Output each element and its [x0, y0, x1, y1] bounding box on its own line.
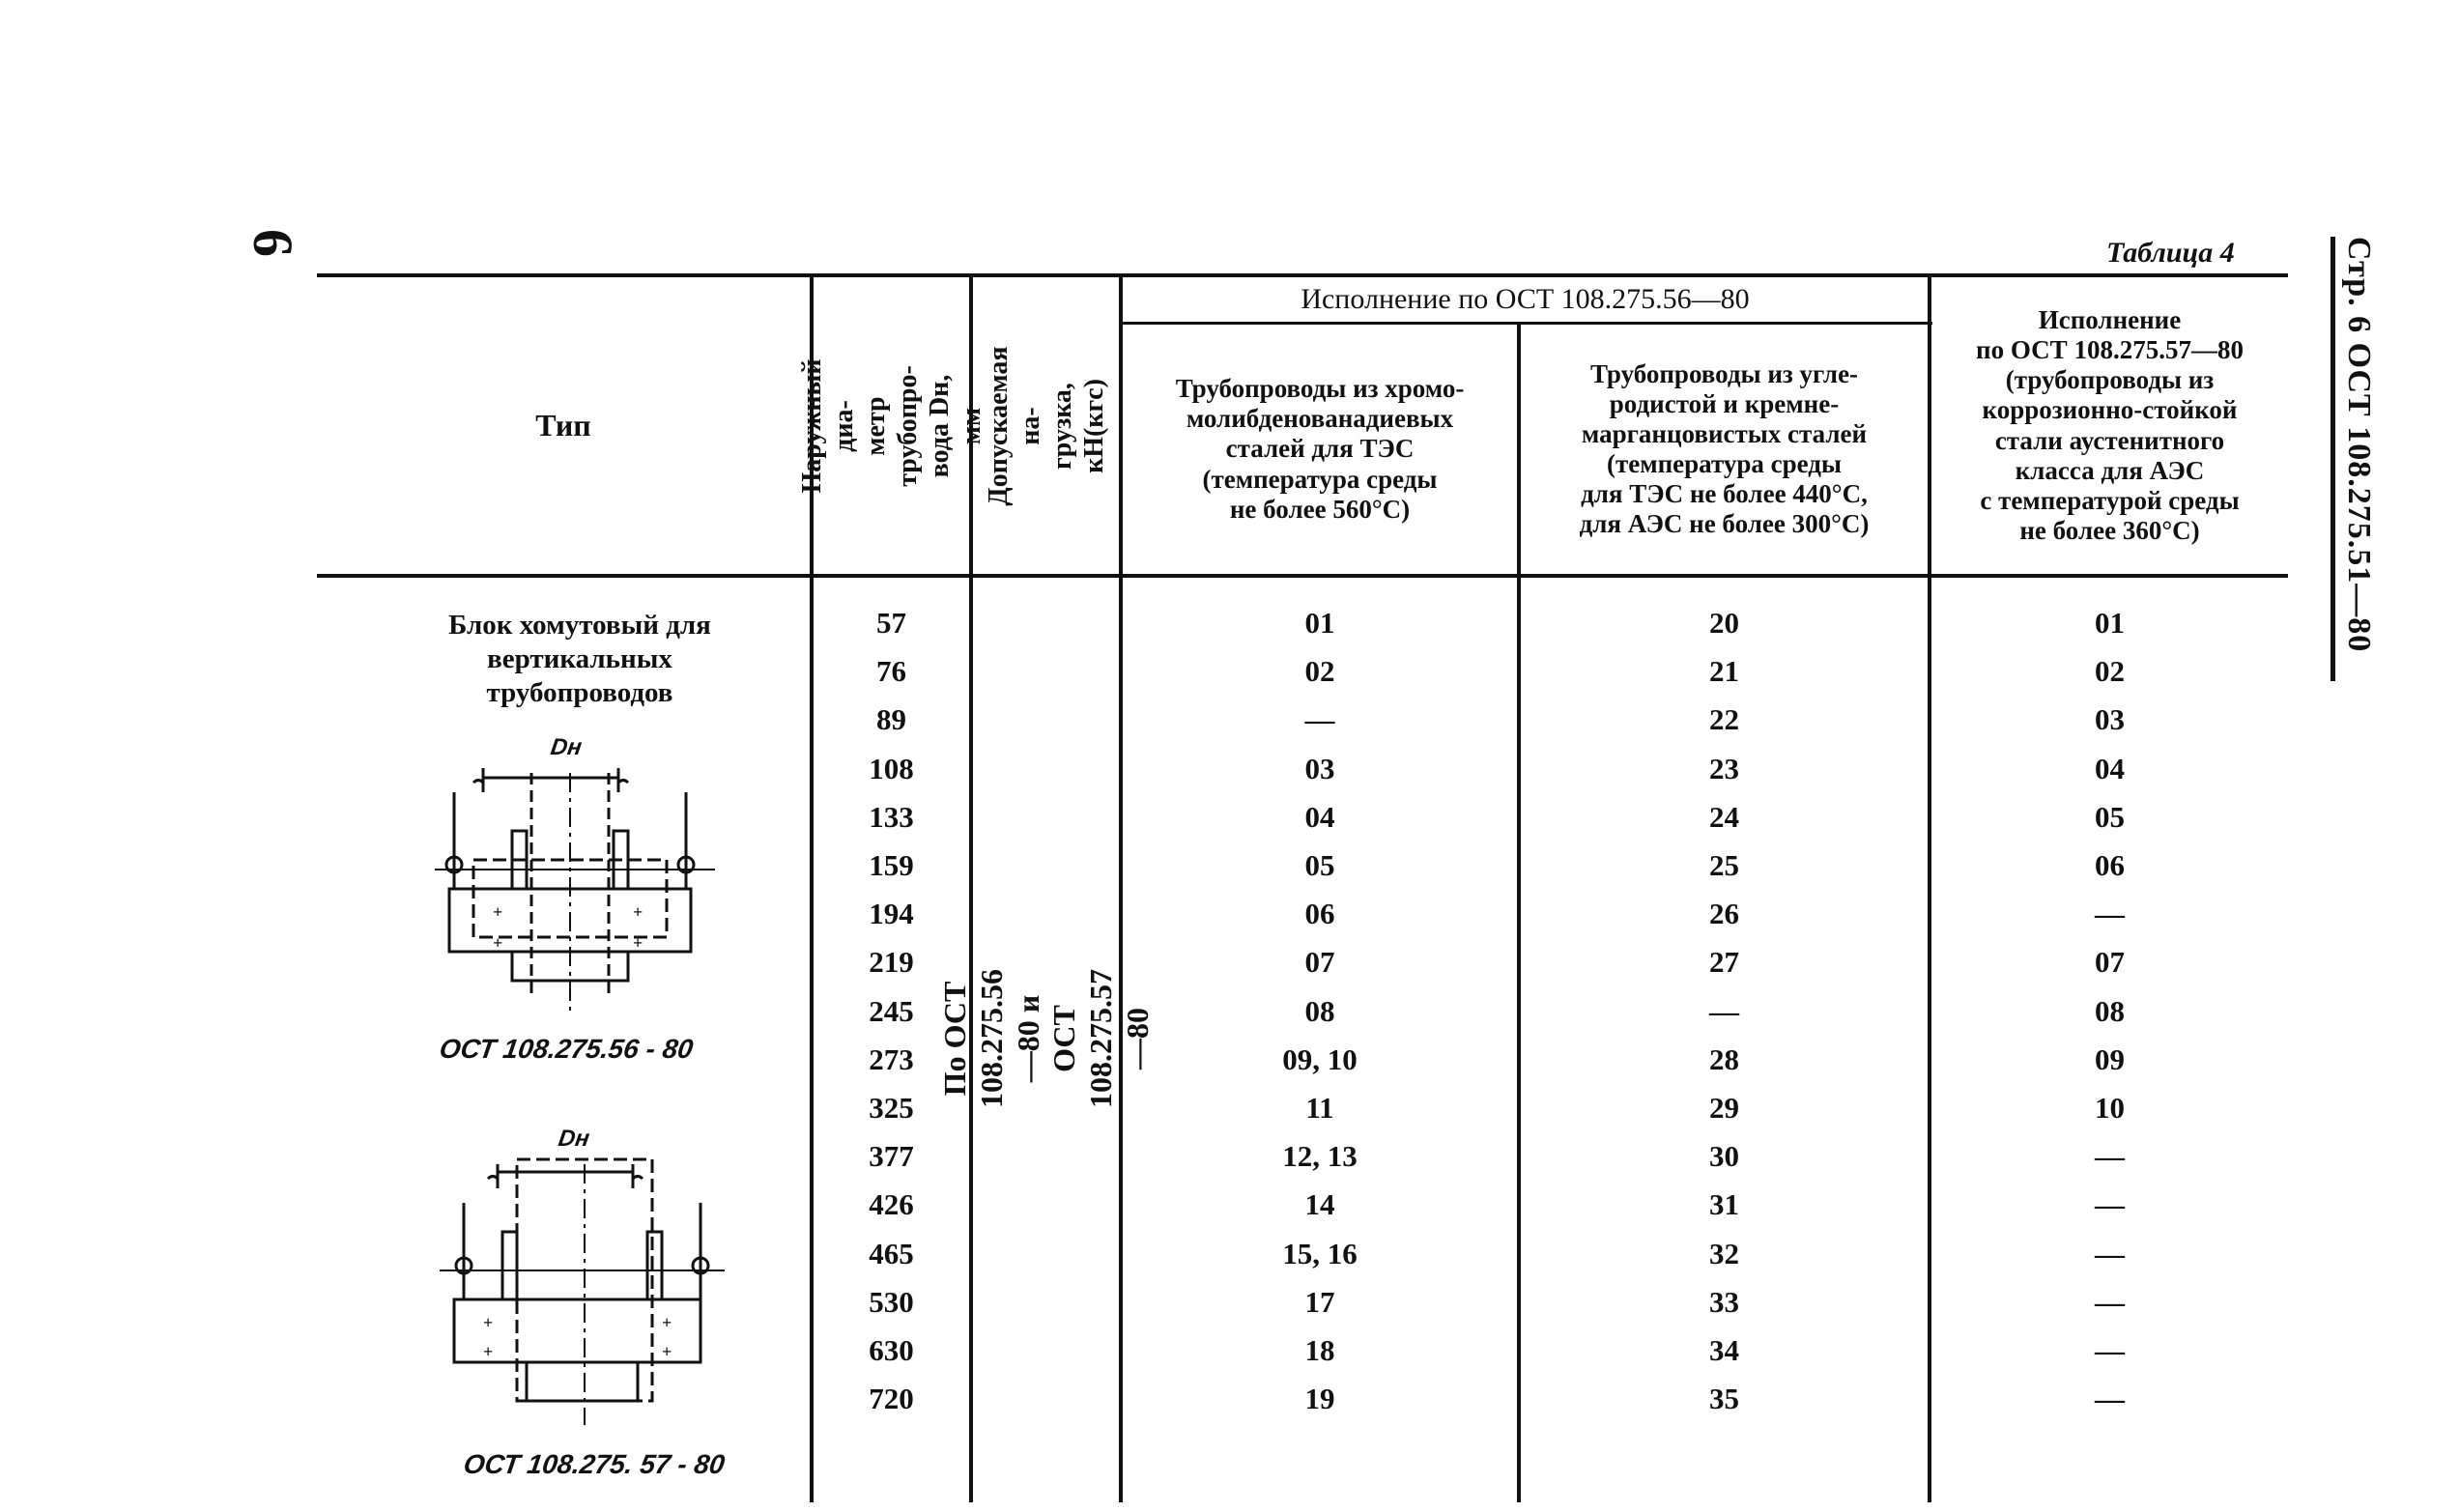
header-ost56-chromo: Трубопроводы из хромо- молибденованадиевых сталей для ТЭС (температура среды не более 560°С) [1175, 374, 1465, 524]
diameter-cell: 245 [869, 993, 914, 1028]
header-load: Допускаемая на- грузка, кН(кгс) [983, 345, 1109, 506]
diameter-cell: 630 [869, 1333, 914, 1367]
header-ost56-group: Исполнение по ОСТ 108.275.56—80 [1301, 282, 1750, 315]
fig1-label: ОСТ 108.275.56 - 80 [437, 1034, 696, 1064]
diameter-cell: 89 [876, 702, 906, 737]
diameter-cell: 194 [869, 897, 914, 931]
ost57-cell: 07 [2095, 945, 2125, 980]
ost56-carbon-cell: 34 [1709, 1333, 1739, 1367]
svg-text:+: + [493, 933, 503, 953]
ost56-chromo-cell: 08 [1304, 993, 1335, 1028]
ost56-chromo-cell: 18 [1304, 1333, 1335, 1367]
ost57-cell: — [2095, 1333, 2125, 1367]
ost57-cell: 03 [2095, 702, 2125, 737]
ost56-carbon-cell: 28 [1709, 1041, 1739, 1076]
diameter-cell: 377 [869, 1139, 914, 1174]
ost56-chromo-cell: 07 [1304, 945, 1335, 980]
ost57-cell: — [2095, 1187, 2125, 1222]
header-ost56-carbon: Трубопроводы из угле- родистой и кремне- марганцовистых сталей (температура среды для ТЭС не более 440°С, для АЭС не более 300°С) [1579, 358, 1870, 539]
side-header [2314, 237, 2401, 681]
column-ost56-chromo [1123, 599, 1517, 1430]
clamp-drawing-ost57 [425, 1135, 734, 1435]
header-ost57: Исполнение по ОСТ 108.275.57—80 (трубопроводы из коррозионно-стойкой стали аустенитного класса для АЭС с температурой среды не более 360°С) [1976, 305, 2244, 545]
ost56-carbon-cell: 30 [1709, 1139, 1739, 1174]
ost56-carbon-cell: 33 [1709, 1284, 1739, 1319]
diameter-cell: 159 [869, 848, 914, 882]
diameter-cell: 273 [869, 1041, 914, 1076]
ost56-carbon-cell: 32 [1709, 1236, 1739, 1270]
ost56-carbon-cell: 35 [1709, 1382, 1739, 1416]
diameter-cell: 57 [876, 606, 906, 640]
svg-text:+: + [662, 1342, 672, 1361]
diameter-cell: 325 [869, 1091, 914, 1125]
header-type: Тип [535, 408, 591, 443]
ost56-chromo-cell: 17 [1304, 1284, 1335, 1319]
ost56-carbon-cell: 23 [1709, 751, 1739, 785]
svg-text:+: + [493, 902, 503, 922]
ost56-chromo-cell: 09, 10 [1282, 1041, 1358, 1076]
ost56-chromo-cell: 15, 16 [1282, 1236, 1358, 1270]
diameter-cell: 426 [869, 1187, 914, 1222]
ost57-cell: — [2095, 1236, 2125, 1270]
ost56-carbon-cell: 29 [1709, 1091, 1739, 1125]
diameter-cell: 76 [876, 654, 906, 689]
ost56-carbon-cell: 31 [1709, 1187, 1739, 1222]
ost57-cell: 10 [2095, 1091, 2125, 1125]
ost57-cell: — [2095, 897, 2125, 931]
load-text: По ОСТ 108.275.56—80 и ОСТ 108.275.57—80 [936, 969, 1154, 1108]
ost56-chromo-cell: 05 [1304, 848, 1335, 882]
ost56-carbon-cell: — [1709, 993, 1739, 1028]
fig1-dimension: Dн [549, 734, 584, 760]
ost57-cell: 01 [2095, 606, 2125, 640]
ost56-carbon-cell: 25 [1709, 848, 1739, 882]
svg-text:+: + [483, 1342, 494, 1361]
diameter-cell: 133 [869, 799, 914, 834]
fig2-dimension: Dн [557, 1126, 591, 1152]
table-caption: Таблица 4 [2106, 237, 2235, 269]
ost57-cell: 04 [2095, 751, 2125, 785]
svg-text:+: + [633, 933, 643, 953]
ost56-chromo-cell: 14 [1304, 1187, 1335, 1222]
ost56-chromo-cell: 06 [1304, 897, 1335, 931]
column-diameter [814, 599, 969, 1430]
diameter-cell: 108 [869, 751, 914, 785]
page-number: 6 [242, 229, 304, 257]
ost56-carbon-cell: 26 [1709, 897, 1739, 931]
ost56-carbon-cell: 21 [1709, 654, 1739, 689]
column-ost56-carbon [1521, 599, 1928, 1430]
diameter-cell: 720 [869, 1382, 914, 1416]
clamp-drawing-ost56 [415, 734, 725, 1024]
ost57-cell: — [2095, 1139, 2125, 1174]
type-name: Блок хомутовый для вертикальных трубопроводов [448, 610, 711, 708]
ost56-chromo-cell: 02 [1304, 654, 1335, 689]
ost57-cell: — [2095, 1284, 2125, 1319]
ost56-chromo-cell: 01 [1304, 606, 1335, 640]
ost56-chromo-cell: 19 [1304, 1382, 1335, 1416]
diameter-cell: 219 [869, 945, 914, 980]
fig2-label: ОСТ 108.275. 57 - 80 [461, 1449, 728, 1479]
ost56-carbon-cell: 24 [1709, 799, 1739, 834]
ost56-chromo-cell: 12, 13 [1282, 1139, 1358, 1174]
svg-text:+: + [662, 1313, 672, 1332]
header-bottom-rule [317, 574, 2288, 578]
svg-text:+: + [633, 902, 643, 922]
svg-text:+: + [483, 1313, 494, 1332]
ost56-chromo-cell: 11 [1305, 1091, 1334, 1125]
diameter-cell: 465 [869, 1236, 914, 1270]
ost56-carbon-cell: 22 [1709, 702, 1739, 737]
ost56-chromo-cell: 03 [1304, 751, 1335, 785]
header-load-cell [973, 277, 1119, 574]
ost56-carbon-cell: 27 [1709, 945, 1739, 980]
ost57-cell: — [2095, 1382, 2125, 1416]
side-header-text: Стр. 6 ОСТ 108.275.51—80 [2341, 237, 2377, 653]
ost57-cell: 02 [2095, 654, 2125, 689]
ost56-chromo-cell: — [1304, 702, 1335, 737]
ost57-cell: 09 [2095, 1041, 2125, 1076]
diameter-cell: 530 [869, 1284, 914, 1319]
ost56-chromo-cell: 04 [1304, 799, 1335, 834]
ost57-cell: 06 [2095, 848, 2125, 882]
column-ost57 [1931, 599, 2288, 1430]
header-diameter-cell [796, 277, 986, 574]
ost57-cell: 05 [2095, 799, 2125, 834]
ost57-cell: 08 [2095, 993, 2125, 1028]
ost56-carbon-cell: 20 [1709, 606, 1739, 640]
header-diameter: Наружный диа- метр трубопро- вода Dн, мм [796, 357, 986, 494]
load-cell [936, 812, 1154, 1266]
